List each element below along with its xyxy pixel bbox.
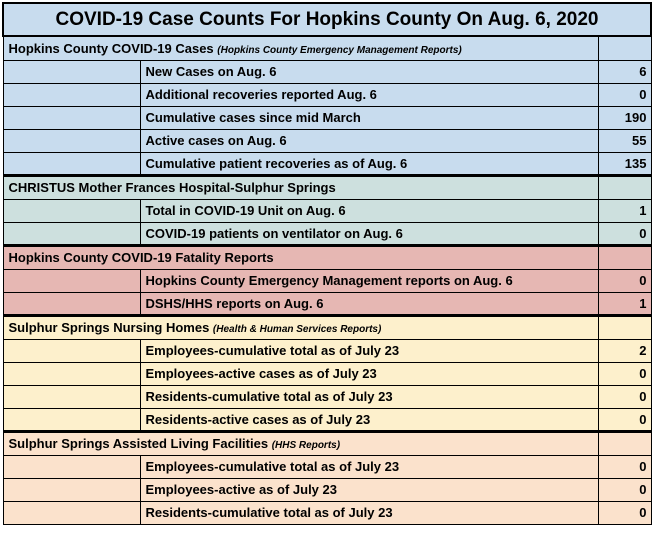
row-label: Employees-cumulative total as of July 23 xyxy=(140,339,598,362)
row-value: 0 xyxy=(598,269,651,292)
table-row xyxy=(3,83,651,106)
row-label: Residents-cumulative total as of July 23 xyxy=(140,501,598,524)
table-row xyxy=(3,362,651,385)
row-value: 0 xyxy=(598,222,651,245)
section-header-empty-cell xyxy=(598,36,651,60)
table-row xyxy=(3,501,651,524)
row-value: 0 xyxy=(598,408,651,431)
table-row xyxy=(3,385,651,408)
row-value: 0 xyxy=(598,385,651,408)
table-row xyxy=(3,222,651,245)
section-heading-text: Hopkins County COVID-19 Cases xyxy=(8,40,214,56)
row-indent-cell xyxy=(3,152,140,175)
row-label: Cumulative cases since mid March xyxy=(140,106,598,129)
row-label: Hopkins County Emergency Management reports on Aug. 6 xyxy=(140,269,598,292)
row-value: 0 xyxy=(598,83,651,106)
row-indent-cell xyxy=(3,292,140,315)
table-title-row xyxy=(3,3,651,36)
row-indent-cell xyxy=(3,455,140,478)
section-subheading: (HHS Reports) xyxy=(271,440,341,451)
row-indent-cell xyxy=(3,408,140,431)
row-value: 55 xyxy=(598,129,651,152)
table-row xyxy=(3,129,651,152)
row-label: Employees-cumulative total as of July 23 xyxy=(140,455,598,478)
row-value: 1 xyxy=(598,292,651,315)
section-heading-text: Hopkins County COVID-19 Fatality Reports xyxy=(8,250,274,265)
table-row xyxy=(3,199,651,222)
section-heading-text: Sulphur Springs Assisted Living Facilities xyxy=(8,436,269,451)
table-row xyxy=(3,269,651,292)
section-header-empty-cell xyxy=(598,315,651,339)
row-indent-cell xyxy=(3,199,140,222)
section-header-row xyxy=(3,431,651,455)
row-indent-cell xyxy=(3,385,140,408)
row-indent-cell xyxy=(3,222,140,245)
covid-case-table xyxy=(2,2,652,525)
row-indent-cell xyxy=(3,478,140,501)
section-header-row xyxy=(3,36,651,60)
section-subheading: (Hopkins County Emergency Management Reports) xyxy=(217,44,462,56)
row-label: COVID-19 patients on ventilator on Aug. 6 xyxy=(140,222,598,245)
row-value: 0 xyxy=(598,478,651,501)
row-value: 135 xyxy=(598,152,651,175)
section-heading xyxy=(3,36,598,60)
section-heading-text: CHRISTUS Mother Frances Hospital-Sulphur Springs xyxy=(8,180,336,195)
row-label: Employees-active as of July 23 xyxy=(140,478,598,501)
table-row xyxy=(3,478,651,501)
row-value: 2 xyxy=(598,339,651,362)
row-indent-cell xyxy=(3,129,140,152)
section-heading xyxy=(3,431,598,455)
row-value: 6 xyxy=(598,60,651,83)
table-row xyxy=(3,408,651,431)
section-header-empty-cell xyxy=(598,175,651,199)
row-label: Employees-active cases as of July 23 xyxy=(140,362,598,385)
row-label: Residents-active cases as of July 23 xyxy=(140,408,598,431)
section-header-row xyxy=(3,315,651,339)
row-indent-cell xyxy=(3,83,140,106)
table-row xyxy=(3,292,651,315)
section-subheading: (Health & Human Services Reports) xyxy=(212,324,382,335)
section-heading xyxy=(3,315,598,339)
row-label: Active cases on Aug. 6 xyxy=(140,129,598,152)
section-heading xyxy=(3,245,598,269)
row-value: 1 xyxy=(598,199,651,222)
row-value: 0 xyxy=(598,362,651,385)
row-indent-cell xyxy=(3,269,140,292)
row-value: 0 xyxy=(598,455,651,478)
table-row xyxy=(3,455,651,478)
covid-case-table-container xyxy=(2,2,650,525)
section-header-empty-cell xyxy=(598,245,651,269)
row-label: Total in COVID-19 Unit on Aug. 6 xyxy=(140,199,598,222)
row-indent-cell xyxy=(3,60,140,83)
section-header-empty-cell xyxy=(598,431,651,455)
section-heading xyxy=(3,175,598,199)
row-indent-cell xyxy=(3,106,140,129)
table-row xyxy=(3,106,651,129)
table-row xyxy=(3,152,651,175)
row-label: Additional recoveries reported Aug. 6 xyxy=(140,83,598,106)
row-value: 0 xyxy=(598,501,651,524)
section-header-row xyxy=(3,175,651,199)
row-indent-cell xyxy=(3,362,140,385)
row-label: New Cases on Aug. 6 xyxy=(140,60,598,83)
row-value: 190 xyxy=(598,106,651,129)
table-title: COVID-19 Case Counts For Hopkins County On Aug. 6, 2020 xyxy=(3,3,651,36)
row-indent-cell xyxy=(3,501,140,524)
section-header-row xyxy=(3,245,651,269)
table-row xyxy=(3,339,651,362)
table-row xyxy=(3,60,651,83)
row-label: Residents-cumulative total as of July 23 xyxy=(140,385,598,408)
row-label: Cumulative patient recoveries as of Aug. 6 xyxy=(140,152,598,175)
row-label: DSHS/HHS reports on Aug. 6 xyxy=(140,292,598,315)
section-heading-text: Sulphur Springs Nursing Homes xyxy=(8,320,210,335)
row-indent-cell xyxy=(3,339,140,362)
